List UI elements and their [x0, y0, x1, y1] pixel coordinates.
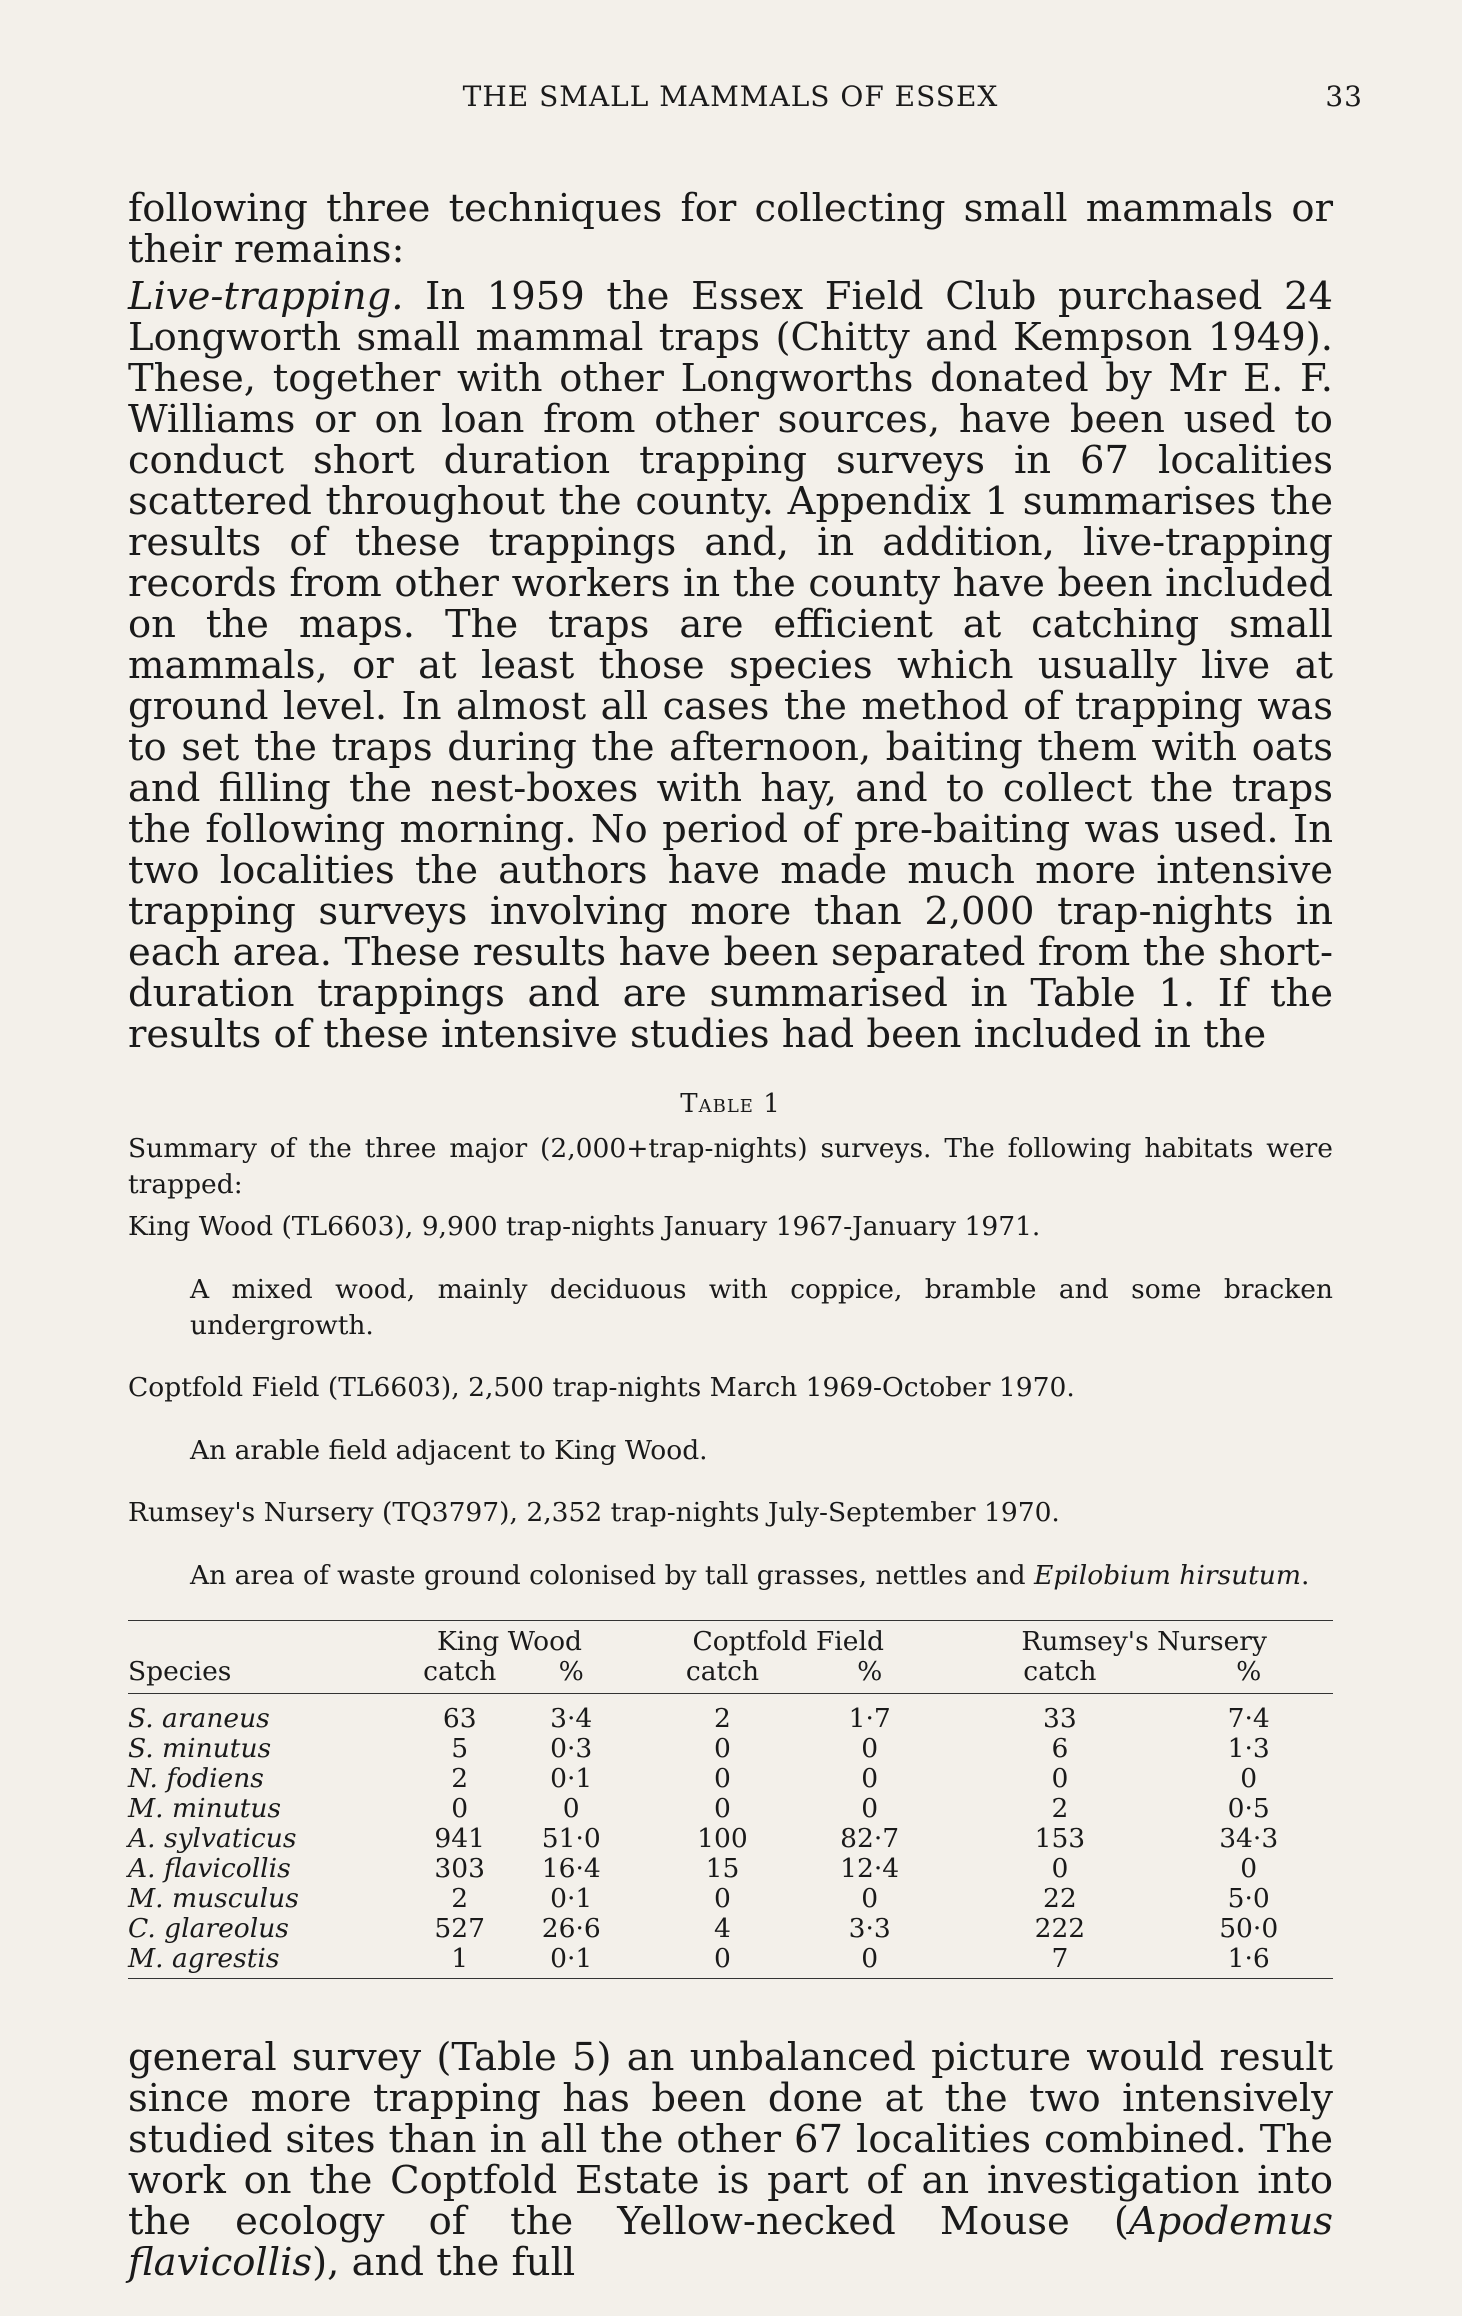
cf-catch-cell: 0	[714, 1733, 731, 1764]
body-text-top	[128, 188, 1333, 1055]
table-row	[128, 1764, 1333, 1794]
intro-paragraph: following three techniques for collecting small mammals or their remains:	[128, 186, 1333, 272]
rn-pct-cell: 1·3	[1227, 1733, 1270, 1764]
col-cf-pct: %	[804, 1657, 935, 1694]
after-table-end: ), and the full	[312, 2240, 576, 2285]
running-head	[128, 70, 1363, 130]
live-trapping-paragraph	[128, 276, 1333, 1055]
kw-catch-cell: 2	[451, 1763, 469, 1794]
table-notes	[128, 1131, 1333, 1594]
after-table-species: Apodemus flavicollis	[128, 2199, 1333, 2285]
rn-catch-cell: 2	[1051, 1793, 1069, 1824]
cf-pct-cell: 0	[861, 1883, 879, 1914]
table-header-row-2	[128, 1657, 1333, 1694]
site-coptfold-field: Coptfold Field (TL6603), 2,500 trap-nights March 1969-October 1970.	[128, 1372, 1075, 1403]
species-name-cell: A. sylvaticus	[128, 1823, 297, 1854]
cf-catch-cell: 4	[714, 1913, 731, 1944]
kw-catch-cell: 63	[442, 1703, 477, 1734]
col-rn-catch: catch	[955, 1657, 1164, 1694]
cf-catch-cell: 100	[697, 1823, 748, 1854]
rn-catch-cell: 6	[1051, 1733, 1069, 1764]
kw-pct-cell: 16·4	[541, 1853, 601, 1884]
table-summary: Summary of the three major (2,000+trap-nights) surveys. The following habitats were trapped:	[128, 1133, 1333, 1200]
species-table	[128, 1620, 1333, 1979]
cf-pct-cell: 0	[861, 1793, 879, 1824]
site-king-wood: King Wood (TL6603), 9,900 trap-nights January 1967-January 1971.	[128, 1211, 1041, 1242]
col-species: Species	[128, 1657, 398, 1694]
table-row	[128, 1914, 1333, 1944]
kw-catch-cell: 1	[398, 1944, 521, 1979]
kw-catch-cell: 0	[451, 1793, 469, 1824]
site-coptfold-field-desc: An arable field adjacent to King Wood.	[190, 1434, 708, 1466]
rn-pct-cell: 5·0	[1227, 1883, 1270, 1914]
rn-pct-cell: 0	[1240, 1853, 1258, 1884]
kw-catch-cell: 527	[434, 1913, 486, 1944]
kw-pct-cell: 0	[562, 1793, 580, 1824]
after-table-text: general survey (Table 5) an unbalanced picture would result since more trapping has been done at the two intensively studied sites than in all the other 67 localities combined. The work on the Coptfold Estate is part of an investigation into the ecology of the Yellow-necked Mouse (	[128, 2035, 1333, 2244]
body-text-bottom	[128, 2037, 1333, 2283]
table-row	[128, 1854, 1333, 1884]
cf-catch-cell: 2	[714, 1703, 731, 1734]
rn-catch-cell: 153	[1034, 1823, 1086, 1854]
site-rumseys-desc-text: An area of waste ground colonised by tall grasses, nettles and	[190, 1559, 1034, 1591]
rn-catch-cell: 222	[1034, 1913, 1086, 1944]
rn-catch-cell: 33	[1043, 1703, 1077, 1734]
after-table-paragraph	[128, 2037, 1333, 2283]
kw-catch-cell: 941	[434, 1823, 486, 1854]
cf-catch-cell: 15	[705, 1853, 740, 1884]
col-group-coptfold-field: Coptfold Field	[641, 1621, 935, 1658]
site-rumseys-desc-end: .	[1301, 1559, 1310, 1591]
rn-pct-cell: 0	[1240, 1763, 1258, 1794]
site-rumseys-desc-species: Epilobium hirsutum	[1034, 1559, 1301, 1591]
site-rumseys-nursery-desc	[128, 1558, 1333, 1594]
table-caption: Table 1	[680, 1089, 781, 1119]
site-king-wood-desc: A mixed wood, mainly deciduous with coppice, bramble and some bracken undergrowth.	[190, 1273, 1333, 1341]
rn-pct-cell: 50·0	[1219, 1913, 1279, 1944]
table-row	[128, 1824, 1333, 1854]
col-kw-catch: catch	[398, 1657, 521, 1694]
cf-catch-cell: 0	[714, 1793, 731, 1824]
species-name-cell: M. musculus	[128, 1883, 299, 1914]
book-page	[128, 70, 1363, 2289]
kw-catch-cell: 2	[451, 1883, 469, 1914]
species-name-cell: M. agrestis	[128, 1944, 398, 1979]
site-rumseys-nursery: Rumsey's Nursery (TQ3797), 2,352 trap-nights July-September 1970.	[128, 1497, 1060, 1528]
cf-pct-cell: 82·7	[840, 1823, 900, 1854]
kw-pct-cell: 51·0	[541, 1823, 601, 1854]
species-name-cell: A. flavicollis	[128, 1853, 291, 1884]
live-trapping-text: In 1959 the Essex Field Club purchased 24 Longworth small mammal traps (Chitty and Kempson 1949). These, together with other Longworths donated by Mr E. F. Williams or on loan from other sources, have been used to conduct short duration trapping surveys in 67 localities scattered throughout the county. Appendix 1 summarises the results of these trappings and, in addition, live-trapping records from other workers in the county have been included on the maps. The traps are efficient at catching small mammals, or at least those species which usually live at ground level. In almost all cases the method of trapping was to set the traps during the afternoon, baiting them with oats and filling the nest-boxes with hay, and to collect the traps the following morning. No period of pre-baiting was used. In two localities the authors have made much more intensive trapping surveys involving more than 2,000 trap-nights in each area. These results have been separated from the short-duration trappings and are summarised in Table 1. If the results of these intensive studies had been included in the	[128, 274, 1333, 1057]
table-row	[128, 1944, 1333, 1979]
kw-pct-cell: 0·1	[521, 1944, 621, 1979]
kw-pct-cell: 0·1	[550, 1883, 593, 1914]
table-row	[128, 1884, 1333, 1914]
col-group-king-wood: King Wood	[398, 1621, 621, 1658]
cf-pct-cell: 12·4	[840, 1853, 900, 1884]
species-name-cell: N. fodiens	[128, 1763, 264, 1794]
cf-catch-cell: 0	[641, 1944, 804, 1979]
page-number: 33	[1325, 80, 1363, 113]
kw-catch-cell: 303	[434, 1853, 486, 1884]
col-rn-pct: %	[1164, 1657, 1333, 1694]
table-header-row-1	[128, 1621, 1333, 1658]
kw-pct-cell: 0·3	[550, 1733, 593, 1764]
species-table-body	[128, 1694, 1333, 1979]
species-name-cell: M. minutus	[128, 1793, 282, 1824]
rn-pct-cell: 7·4	[1227, 1703, 1270, 1734]
table-row	[128, 1694, 1333, 1735]
cf-pct-cell: 1·7	[848, 1703, 891, 1734]
rn-catch-cell: 7	[955, 1944, 1164, 1979]
table-row	[128, 1734, 1333, 1764]
col-cf-catch: catch	[641, 1657, 804, 1694]
cf-catch-cell: 0	[714, 1763, 731, 1794]
col-kw-pct: %	[521, 1657, 621, 1694]
rn-catch-cell: 0	[1051, 1853, 1069, 1884]
table-row	[128, 1794, 1333, 1824]
col-group-rumseys-nursery: Rumsey's Nursery	[955, 1621, 1333, 1658]
kw-pct-cell: 0·1	[550, 1763, 593, 1794]
kw-pct-cell: 3·4	[550, 1703, 593, 1734]
rn-catch-cell: 0	[1051, 1763, 1069, 1794]
species-name-cell: C. glareolus	[128, 1913, 289, 1944]
cf-pct-cell: 0	[804, 1944, 935, 1979]
kw-catch-cell: 5	[451, 1733, 469, 1764]
cf-pct-cell: 0	[861, 1733, 879, 1764]
species-name-cell: S. araneus	[128, 1703, 270, 1734]
live-trapping-heading: Live-trapping.	[128, 274, 404, 319]
rn-pct-cell: 1·6	[1164, 1944, 1333, 1979]
kw-pct-cell: 26·6	[541, 1913, 601, 1944]
cf-pct-cell: 3·3	[848, 1913, 891, 1944]
rn-pct-cell: 34·3	[1219, 1823, 1279, 1854]
cf-catch-cell: 0	[714, 1883, 731, 1914]
species-name-cell: S. minutus	[128, 1733, 272, 1764]
running-head-title: THE SMALL MAMMALS OF ESSEX	[462, 80, 999, 113]
cf-pct-cell: 0	[861, 1763, 879, 1794]
rn-pct-cell: 0·5	[1227, 1793, 1270, 1824]
rn-catch-cell: 22	[1043, 1883, 1077, 1914]
